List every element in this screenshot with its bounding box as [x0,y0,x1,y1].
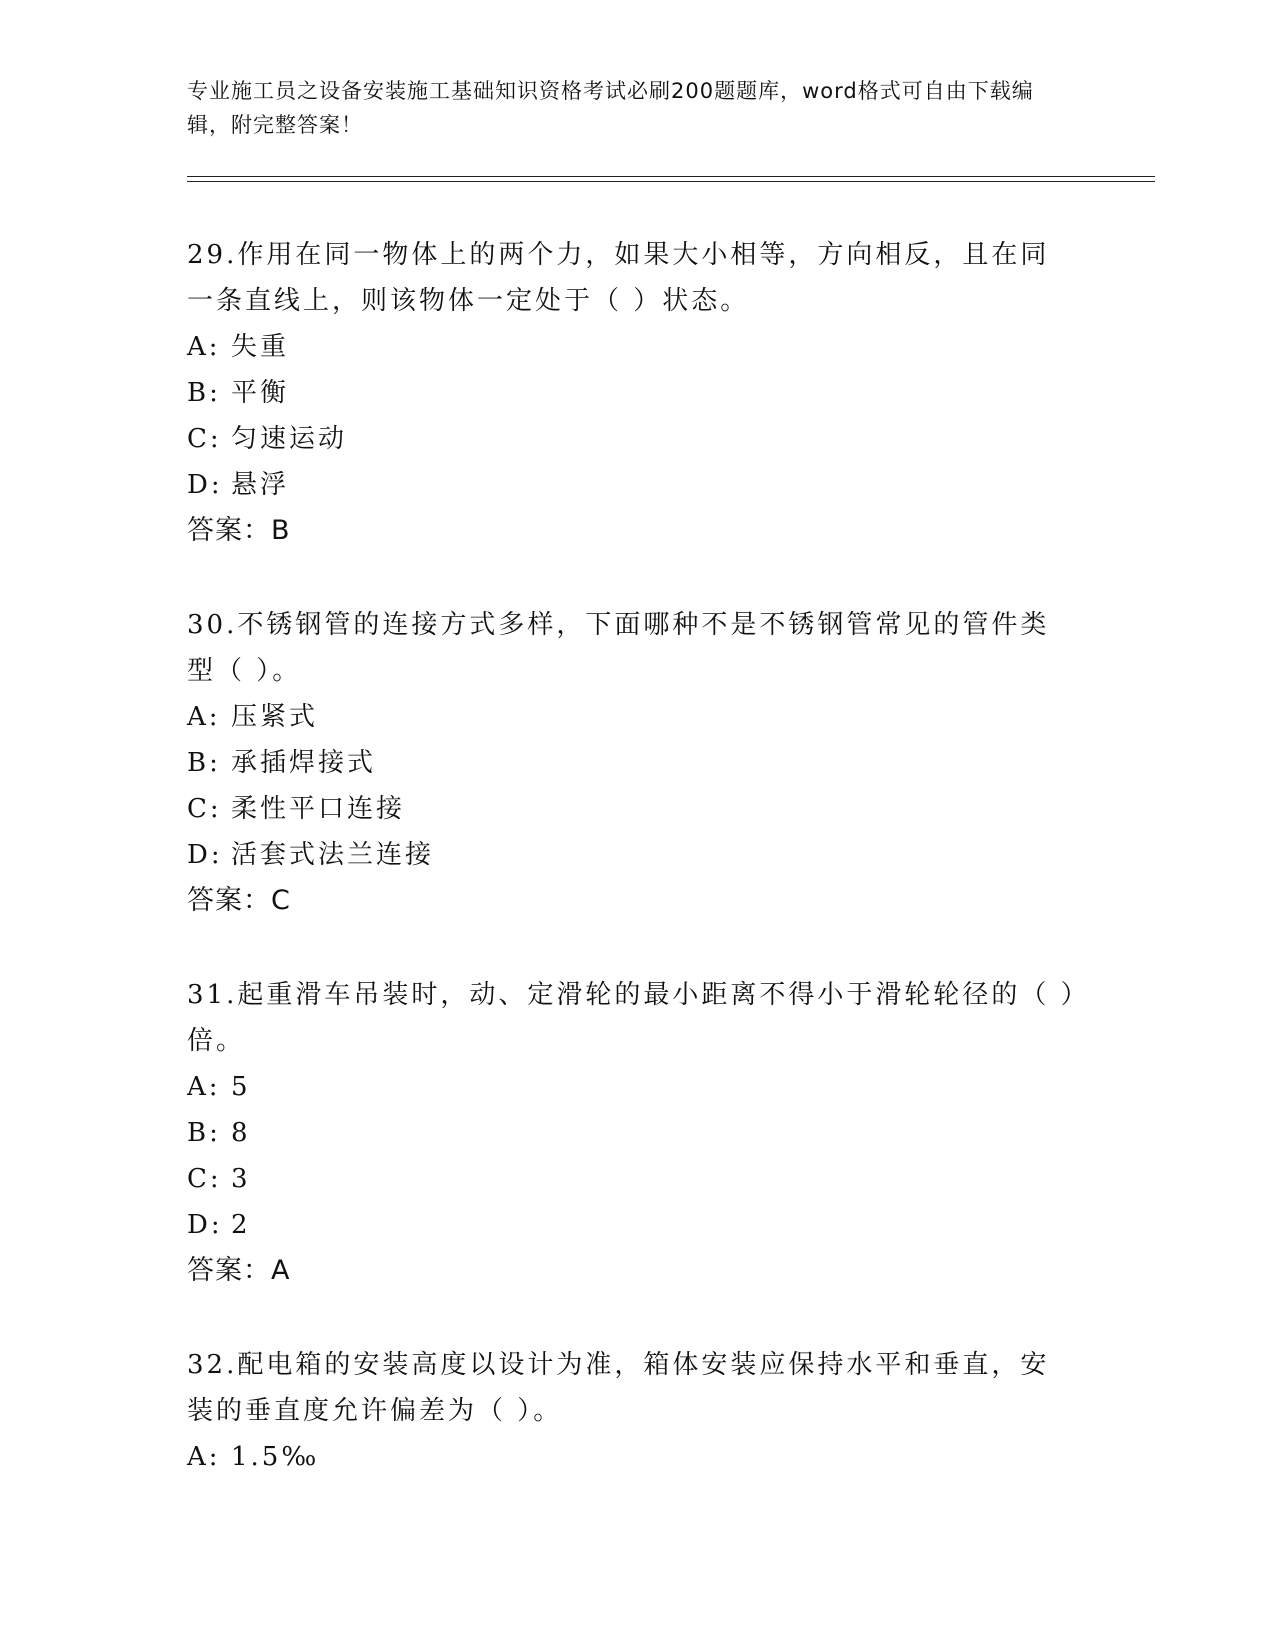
option-letter: B: [187,378,221,408]
answer: 答案：C [187,885,291,916]
question-list [187,232,1087,1528]
option-letter: B: [187,1118,221,1148]
question-31 [187,972,1087,1294]
answer: 答案：B [187,515,291,546]
question-text: 30.不锈钢管的连接方式多样，下面哪种不是不锈钢管常见的管件类型（ ）。 [187,610,1050,686]
option-letter: D: [187,470,223,500]
option-text: 失重 [231,332,290,362]
header-divider [187,176,1155,182]
document-header: 专业施工员之设备安装施工基础知识资格考试必刷200题题库，word格式可自由下载编辑，附完整答案！ [187,79,1034,137]
question-29 [187,232,1087,554]
option-letter: A: [187,332,221,362]
option-letter: D: [187,840,223,870]
option-b [187,370,1087,416]
option-letter: C: [187,794,222,824]
question-32 [187,1342,1087,1480]
question-text: 29.作用在同一物体上的两个力，如果大小相等，方向相反，且在同一条直线上，则该物体一定处于（ ）状态。 [187,240,1050,316]
option-text: 1.5‰ [231,1442,320,1472]
option-text: 活套式法兰连接 [231,840,435,870]
option-letter: A: [187,1442,221,1472]
question-text: 31.起重滑车吊装时，动、定滑轮的最小距离不得小于滑轮轮径的（ ）倍。 [187,980,1077,1056]
option-a [187,1434,1087,1480]
answer: 答案：A [187,1255,291,1286]
option-text: 2 [231,1210,251,1240]
option-b [187,1110,1087,1156]
option-c [187,786,1087,832]
option-text: 承插焊接式 [231,748,377,778]
option-text: 5 [231,1072,251,1102]
option-text: 8 [231,1118,251,1148]
option-text: 柔性平口连接 [231,794,406,824]
option-c [187,416,1087,462]
option-d [187,462,1087,508]
option-c [187,1156,1087,1202]
option-text: 匀速运动 [231,424,348,454]
option-a [187,694,1087,740]
option-text: 压紧式 [231,702,319,732]
option-text: 3 [231,1164,251,1194]
option-letter: C: [187,1164,222,1194]
option-text: 悬浮 [231,470,290,500]
option-b [187,740,1087,786]
question-text: 32.配电箱的安装高度以设计为准，箱体安装应保持水平和垂直，安装的垂直度允许偏差为（ ）。 [187,1350,1050,1426]
option-letter: A: [187,1072,221,1102]
option-d [187,1202,1087,1248]
question-30 [187,602,1087,924]
option-text: 平衡 [231,378,290,408]
option-a [187,1064,1087,1110]
option-letter: B: [187,748,221,778]
option-a [187,324,1087,370]
option-d [187,832,1087,878]
option-letter: C: [187,424,222,454]
option-letter: D: [187,1210,223,1240]
option-letter: A: [187,702,221,732]
